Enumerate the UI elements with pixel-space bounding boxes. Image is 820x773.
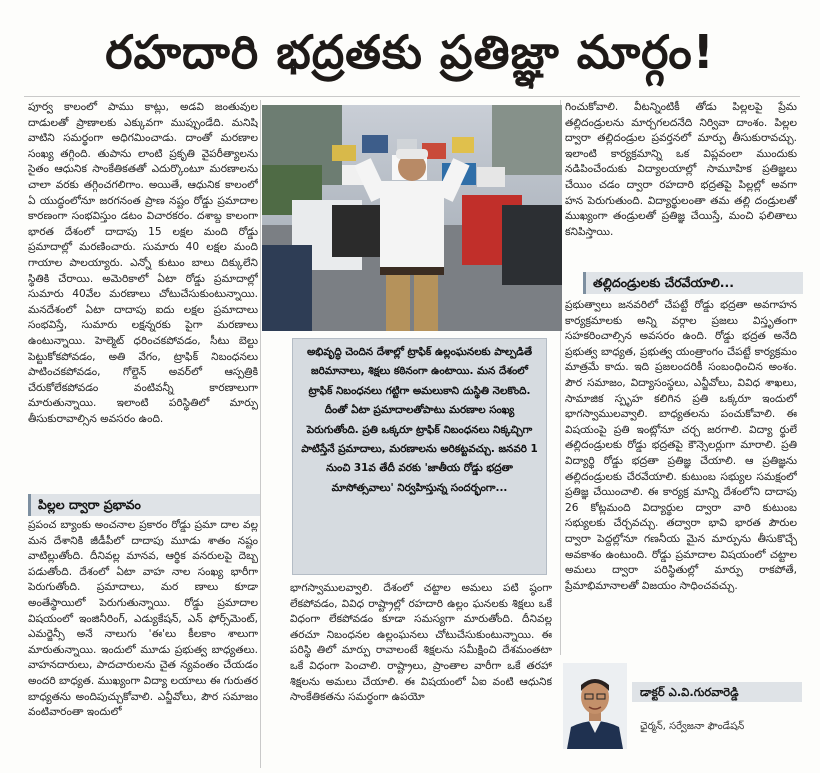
author-title: ఛైర్మన్, సర్వేజనా ఫౌండేషన్ xyxy=(640,721,745,732)
column3-mid-paragraph: ప్రభుత్వాలు జనవరిలో చేపట్టే రోడ్డు భద్రతా అవగాహన కార్యక్రమాలకు అన్ని వర్గాల ప్రజలు విస్తృతంగా సహకరించాల్సిన అవసరం ఉంది. రోడ్డు భద్రత అనేది ప్రభుత్వ బాధ్యత, ప్రభుత్వ యంత్రాంగం చేపట్టే కార్యక్రమం మాత్రమే కాదు. ఇది ప్రజలందరికీ సంబంధించిన అంశం. పౌర సమాజం, విద్యాసంస్థలు, ఎన్జీవోలు, వివిధ శాఖలు, సామాజిక స్పృహ కలిగిన ప్రతి ఒక్కరూ ఇందులో భాగస్వాములవ్వాలి. బాధ్యతలను పంచుకోవాలి. ఈ విషయంపై ప్రతి ఇంట్లోనూ చర్చ జరగాలి. విద్యా ర్థులే తల్లిదండ్రులకు రోడ్డు భద్రతపై కౌన్సెలర్లుగా మారాలి. ప్రతి విద్యార్థి రోడ్డు భద్రతా ప్రతిజ్ఞ చేయాలి. ఆ ప్రతిజ్ఞను తల్లిదండ్రులకు చేరవేయాలి. కుటుంబ సభ్యుల సమక్షంలో ప్రతిజ్ఞ చేయించాలి. ఈ కార్యక్ర మాన్ని దేశంలోని దాదాపు 26 కోట్లమంది విద్యార్థుల ద్వారా వారి కుటుంబ సభ్యులకు చేర్చవచ్చు. తద్వారా భావి భారత పౌరుల ద్వారా పెద్దల్లోనూ గణనీయ మైన మార్పును తీసుకొచ్చే అవకాశం ఉంటుంది. రోడ్డు ప్రమాదాల విషయంలో చట్టాల అమలు ద్వారా పరిస్థితుల్లో మార్పు రాకపోతే, ప్రేమాభిమానాలతో విజయం సాధించవచ్చు. xyxy=(565,299,797,592)
author-photo xyxy=(563,663,627,749)
column2-bottom-text xyxy=(290,581,552,773)
column3-top-paragraph: గించుకోవాలి. వీటన్నింటికీ తోడు పిల్లలపై ప్రేమ తల్లిదండ్రులను మార్చగలదనేది నిర్వివా దాంశం. పిల్లల ద్వారా తల్లిదండ్రుల ప్రవర్తనలో మార్పు తీసుకురావచ్చు. ఇలాంటి కార్యక్రమాన్ని ఒక విప్లవంలా ముందుకు నడిపించేందుకు విద్యాలయాల్లో సామూహిక ప్రతిజ్ఞలు చేయిం చడం ద్వారా రహదారి భద్రతపై పిల్లల్లో అవగా హన పెరుగుతుంది. విద్యార్థులంతా తమ తల్లి దండ్రులతో ముఖ్యంగా తండ్రులతో ప్రతిజ్ఞ చేయిస్తే, మంచి ఫలితాలు కనిపిస్తాయి. xyxy=(565,101,797,238)
traffic-police-illustration xyxy=(262,105,562,331)
column3-top-text xyxy=(565,100,797,270)
subheading-parents-reach: తల్లిదండ్రులకు చేరవేయాలి... xyxy=(583,272,803,294)
headline: రహదారి భద్రతకు ప్రతిజ్ఞా మార్గం! xyxy=(105,25,715,79)
author-portrait-illustration xyxy=(563,663,627,749)
headline-rule xyxy=(24,96,800,97)
pull-quote-box xyxy=(292,338,547,575)
subheading-children-influence: పిల్లల ద్వారా ప్రభావం xyxy=(28,494,260,516)
column3-mid-text xyxy=(565,298,797,652)
author-box xyxy=(560,658,802,766)
author-name: డాక్టర్ ఎ.వి.గురవారెడ్డి xyxy=(632,682,802,702)
column1-top-text xyxy=(28,100,258,492)
pull-quote-text: అభివృద్ధి చెందిన దేశాల్లో ట్రాఫిక్ ఉల్లంఘనలకు పాల్పడితే జరిమానాలు, శిక్షలు కఠినంగా ఉంటాయి. మన దేశంలో ట్రాఫిక్ నిబంధనలు గట్టిగా అమలుకాని దుస్థితి నెలకొంది. దీంతో ఏటా ప్రమాదాలతోపాటు మరణాల సంఖ్య పెరుగుతోంది. ప్రతి ఒక్కరూ ట్రాఫిక్ నిబంధనలు నిక్కచ్చిగా పాటిస్తేనే ప్రమాదాలు, మరణాలను అరికట్టవచ్చు. జనవరి 1 నుంచి 31వ తేదీ వరకు 'జాతీయ రోడ్డు భద్రతా మాసోత్సవాలు' నిర్వహిస్తున్న సందర్భంగా... xyxy=(301,346,538,494)
traffic-police-photo xyxy=(262,105,562,331)
column1-bottom-text xyxy=(28,518,258,773)
column-divider-1 xyxy=(260,100,261,768)
column2-bottom-paragraph: భాగస్వాములవ్వాలి. దేశంలో చట్టాల అమలు పటి ష్ఠంగా లేకపోవడం, వివిధ రాష్ట్రాల్లో రహదారి ఉల్లం ఘనలకు శిక్షలు ఒకే విధంగా లేకపోవడం కూడా సమస్యగా మారుతోంది. దీనివల్ల తరచూ నిబంధనల ఉల్లంఘనలు చోటుచేసుకుంటున్నాయి. ఈ పరిస్థి తిలో మార్పు రావాలంటే శిక్షలను సమీక్షించి దేశమంతటా ఒకే విధంగా పెంచాలి. రాష్ట్రాలు, ప్రాంతాల వారీగా ఒకే తరహా శిక్షలను అమలు చేయాలి. ఈ విషయంలో ఏఐ వంటి ఆధునిక సాంకేతికతను సమర్థంగా ఉపయో xyxy=(290,582,552,704)
column1-top-paragraph: పూర్వ కాలంలో పాము కాట్లు, అడవి జంతువుల దాడులతో ప్రాణాలకు ఎక్కువగా ముప్పుండేది. మనిషి వాటిని సమర్థంగా అధిగమించాడు. దాంతో మరణాల సంఖ్య తగ్గింది. తుపాను లాంటి ప్రకృతి వైపరీత్యాలను సైతం ఆధునిక సాంకేతికతతో ఎదుర్కొంటూ మరణాలను చాలా వరకు తగ్గించగలిగాం. అయితే, ఆధునిక కాలంలో ఏ యుద్ధంలోనూ జరగనంత ప్రాణ నష్టం రోడ్డు ప్రమాదాల కారణంగా సంభవిస్తుం డటం విచారకరం. దశాబ్ద కాలంగా భారత దేశంలో దాదాపు 15 లక్షల మంది రోడ్డు ప్రమాదాల్లో మరణించారు. సుమారు 40 లక్షల మంది గాయాల పాలయ్యారు. ఎన్నో కుటుం బాలు దిక్కులేని స్థితికి చేరాయి. అమెరికాలో ఏటా రోడ్డు ప్రమాదాల్లో సుమారు 40వేల మరణాలు చోటుచేసుకుంటున్నాయి. మనదేశంలో ఏటా దాదాపు ఐదు లక్షల ప్రమాదాలు సంభవిస్తే, సుమారు లక్షన్నరకు పైగా మరణాలు ఉంటున్నాయి. హెల్మెట్ ధరించకపోవడం, సీటు బెల్టు పెట్టుకోకపోవడం, అతి వేగం, ట్రాఫిక్ నిబంధనలు పాటించకపోవడం, గోల్డెన్ అవర్‌లో ఆస్పత్రికి చేరుకోలేకపోవడం వంటివన్నీ కారణాలుగా మారుతున్నాయి. ఇలాంటి పరిస్థితిలో మార్పు తీసుకురావాల్సిన అవసరం ఉంది. xyxy=(28,101,258,425)
column1-bottom-paragraph: ప్రపంచ బ్యాంకు అంచనాల ప్రకారం రోడ్డు ప్రమా దాల వల్ల మన దేశానికి జీడీపీలో దాదాపు మూడు శాతం నష్టం వాటిల్లుతోంది. దీనివల్ల మానవ, ఆర్థిక వనరులపై దెబ్బ పడుతోంది. దేశంలో ఏటా వాహ నాల సంఖ్య భారీగా పెరుగుతోంది. ప్రమాదాలు, మర ణాలు కూడా అంతేస్థాయిలో పెరుగుతున్నాయి. రోడ్డు ప్రమాదాల విషయంలో ఇంజినీరింగ్, ఎడ్యుకేషన్, ఎన్ ఫోర్స్‌మెంట్, ఎమర్జెన్సీ అనే నాలుగు 'ఈ'లు కీలకాం శాలుగా మారుతున్నాయి. ఇందులో మూడు ప్రభుత్వ బాధ్యతలు. వాహనదారులు, పాదచారులను చైత న్యవంతం చేయడం అందరి బాధ్యత. ముఖ్యంగా విద్యా లయాలు ఈ గురుతర బాధ్యతను అందిపుచ్చుకోవాలి. ఎన్జీవోలు, పౌర సమాజం వంటివారంతా ఇందులో xyxy=(28,519,258,719)
